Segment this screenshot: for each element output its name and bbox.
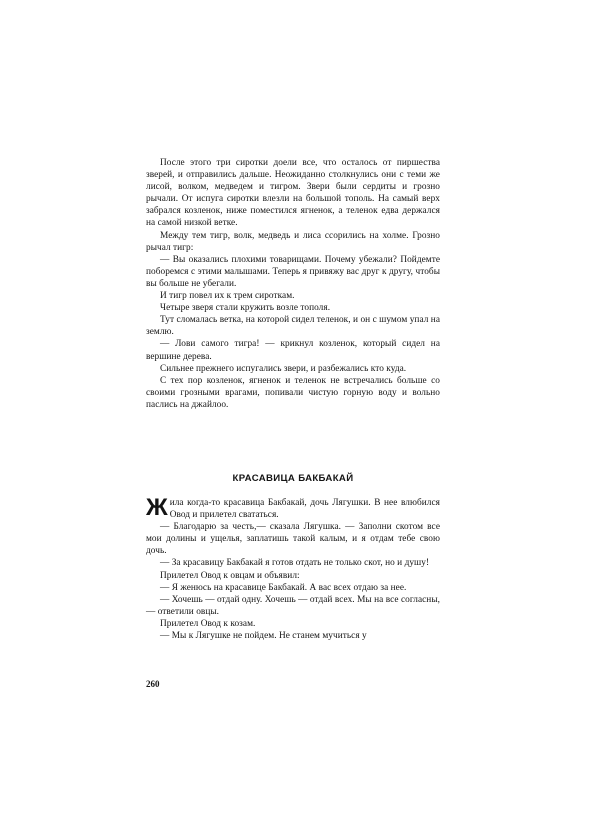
paragraph-text: Прилетел Овод к овцам и объявил: bbox=[160, 570, 300, 581]
paragraph-text: — Хочешь — отдай одну. Хочешь — отдай всех. Мы на все согласны,— ответили овцы. bbox=[146, 594, 440, 617]
paragraph-text: Прилетел Овод к козам. bbox=[160, 618, 256, 629]
paragraph bbox=[146, 363, 440, 375]
paragraph-text: Сильнее прежнего испугались звери, и разбежались кто куда. bbox=[160, 363, 407, 374]
paragraph bbox=[146, 570, 440, 582]
story-text bbox=[146, 494, 440, 642]
paragraph-text: — За красавицу Бакбакай я готов отдать не только скот, но и душу! bbox=[160, 558, 430, 569]
paragraph bbox=[146, 157, 440, 230]
paragraph bbox=[146, 290, 440, 302]
paragraph-text: После этого три сиротки доели все, что осталось от пиршества зверей, и отправились дальше. Неожиданно столкнулись они с теми же лисой, волком, медведем и тигром. Звери были сердиты и грозно рычали. От испуга сиротки влезли на большой тополь. На самый верх забрался козленок, ниже поместился ягненок, а теленок едва держался на самой низкой ветке. bbox=[146, 158, 440, 229]
paragraph-text: ила когда-то красавица Бакбакай, дочь Лягушки. В нее влюбился Овод и прилетел свататься. bbox=[169, 498, 440, 521]
paragraph-text: — Я женюсь на красавице Бакбакай. А вас всех отдаю за нее. bbox=[160, 582, 407, 593]
paragraph-text: Тут сломалась ветка, на которой сидел теленок, и он с шумом упал на землю. bbox=[146, 315, 440, 338]
page-number: 260 bbox=[146, 679, 160, 689]
paragraph bbox=[146, 338, 440, 362]
paragraph bbox=[146, 594, 440, 618]
paragraph bbox=[146, 557, 440, 569]
paragraph-text: Между тем тигр, волк, медведь и лиса ссорились на холме. Грозно рычал тигр: bbox=[146, 230, 440, 253]
paragraph-text: — Благодарю за честь,— сказала Лягушка. — Заполни скотом все мои долины и ущелья, заплатишь такой калым, и я отдам тебе свою дочь. bbox=[146, 522, 440, 557]
paragraph bbox=[146, 375, 440, 411]
paragraph bbox=[146, 618, 440, 630]
paragraph-text: — Лови самого тигра! — крикнул козленок, который сидел на вершине дерева. bbox=[146, 339, 440, 362]
paragraph bbox=[146, 230, 440, 254]
paragraph-text: — Вы оказались плохими товарищами. Почему убежали? Пойдемте поборемся с этими малышами. Теперь я привяжу вас друг к другу, чтобы вы больше не убегали. bbox=[146, 254, 440, 289]
paragraph-text: Четыре зверя стали кружить возле тополя. bbox=[160, 303, 331, 314]
paragraph-text: И тигр повел их к трем сироткам. bbox=[160, 291, 295, 302]
paragraph bbox=[146, 302, 440, 314]
paragraph bbox=[146, 630, 440, 642]
paragraph-text: — Мы к Лягушке не пойдем. Не станем мучиться у bbox=[160, 631, 367, 642]
story-title: КРАСАВИЦА БАКБАКАЙ bbox=[232, 473, 354, 484]
story-ending-text bbox=[146, 157, 440, 411]
paragraph bbox=[146, 494, 440, 521]
paragraph-text: С тех пор козленок, ягненок и теленок не встречались больше со своими грозными врагами, попивали чистую горную воду и вольно паслись на джайлоо. bbox=[146, 375, 440, 410]
paragraph bbox=[146, 254, 440, 290]
paragraph bbox=[146, 521, 440, 557]
paragraph bbox=[146, 314, 440, 338]
drop-cap-letter: Ж bbox=[146, 494, 167, 521]
paragraph bbox=[146, 582, 440, 594]
